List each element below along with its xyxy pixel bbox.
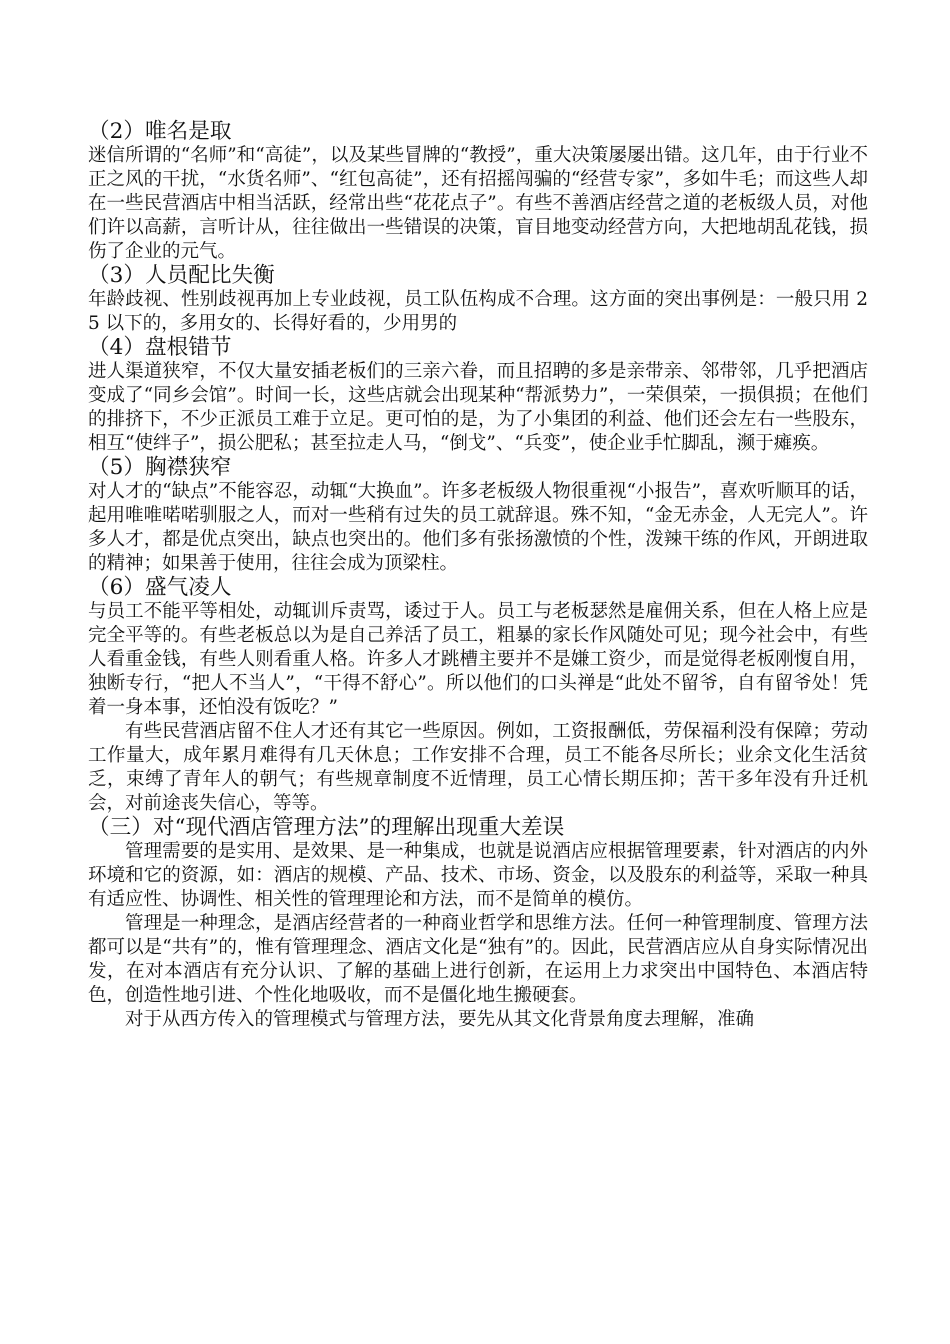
paragraph: 对于从西方传入的管理模式与管理方法，要先从其文化背景角度去理解，准确: [125, 1009, 755, 1030]
section-heading: （4）盘根错节: [88, 335, 232, 360]
chapter-heading: （三）对“现代酒店管理方法”的理解出现重大差误: [88, 815, 565, 840]
paragraph: 年龄歧视、性别歧视再加上专业歧视，员工队伍构成不合理。这方面的突出事例是：一般只用 25 以下的，多用女的、长得好看的，少用男的: [88, 289, 868, 334]
paragraph: 管理需要的是实用、是效果、是一种集成，也就是说酒店应根据管理要素，针对酒店的内外环境和它的资源，如：酒店的规模、产品、技术、市场、资金，以及股东的利益等，采取一种具有适应性、协调性、相关性的管理理论和方法，而不是简单的模仿。: [88, 841, 868, 910]
section-heading: （3）人员配比失衡: [88, 263, 275, 288]
paragraph: 进人渠道狭窄，不仅大量安插老板们的三亲六眷，而且招聘的多是亲带亲、邻带邻，几乎把酒店变成了“同乡会馆”。时间一长，这些店就会出现某种“帮派势力”，一荣俱荣，一损俱损；在他们的排挤下，不少正派员工难于立足。更可怕的是，为了小集团的利益、他们还会左右一些股东，相互“使绊子”，损公肥私；甚至拉走人马，“倒戈”、“兵变”，使企业手忙脚乱，濒于瘫痪。: [88, 361, 868, 454]
paragraph: 与员工不能平等相处，动辄训斥责骂，诿过于人。员工与老板瑟然是雇佣关系，但在人格上应是完全平等的。有些老板总以为是自己养活了员工，粗暴的家长作风随处可见；现今社会中，有些人看重金钱，有些人则看重人格。许多人才跳槽主要并不是嫌工资少，而是觉得老板刚愎自用，独断专行，“把人不当人”，“干得不舒心”。所以他们的口头禅是“此处不留爷，自有留爷处！凭着一身本事，还怕没有饭吃？”: [88, 601, 868, 718]
document-page: [88, 120, 868, 1032]
section-heading: （2）唯名是取: [88, 119, 232, 144]
paragraph: 管理是一种理念，是酒店经营者的一种商业哲学和思维方法。任何一种管理制度、管理方法都可以是“共有”的，惟有管理理念、酒店文化是“独有”的。因此，民营酒店应从自身实际情况出发，在对本酒店有充分认识、了解的基础上进行创新，在运用上力求突出中国特色、本酒店特色，创造性地引进、个性化地吸收，而不是僵化地生搬硬套。: [88, 913, 868, 1006]
section-heading: （5）胸襟狭窄: [88, 455, 232, 480]
paragraph: 有些民营酒店留不住人才还有其它一些原因。例如，工资报酬低，劳保福利没有保障；劳动工作量大，成年累月难得有几天休息；工作安排不合理，员工不能各尽所长；业余文化生活贫乏，束缚了青年人的朝气；有些规章制度不近情理，员工心情长期压抑；苦干多年没有升迁机会，对前途丧失信心，等等。: [88, 721, 868, 814]
section-heading: （6）盛气凌人: [88, 575, 232, 600]
paragraph: 迷信所谓的“名师”和“高徒”，以及某些冒牌的“教授”，重大决策屡屡出错。这几年，由于行业不正之风的干扰，“水货名师”、“红包高徒”，还有招摇闯骗的“经营专家”，多如牛毛；而这些人却在一些民营酒店中相当活跃，经常出些“花花点子”。有些不善酒店经营之道的老板级人员，对他们许以高薪，言听计从，往往做出一些错误的决策，盲目地变动经营方向，大把地胡乱花钱，损伤了企业的元气。: [88, 145, 868, 262]
paragraph: 对人才的“缺点”不能容忍，动辄“大换血”。许多老板级人物很重视“小报告”，喜欢听顺耳的话，起用唯唯喏喏驯服之人，而对一些稍有过失的员工就辞退。殊不知，“金无赤金，人无完人”。许多人才，都是优点突出，缺点也突出的。他们多有张扬激愤的个性，泼辣干练的作风，开朗进取的精神；如果善于使用，往往会成为顶梁柱。: [88, 481, 868, 574]
